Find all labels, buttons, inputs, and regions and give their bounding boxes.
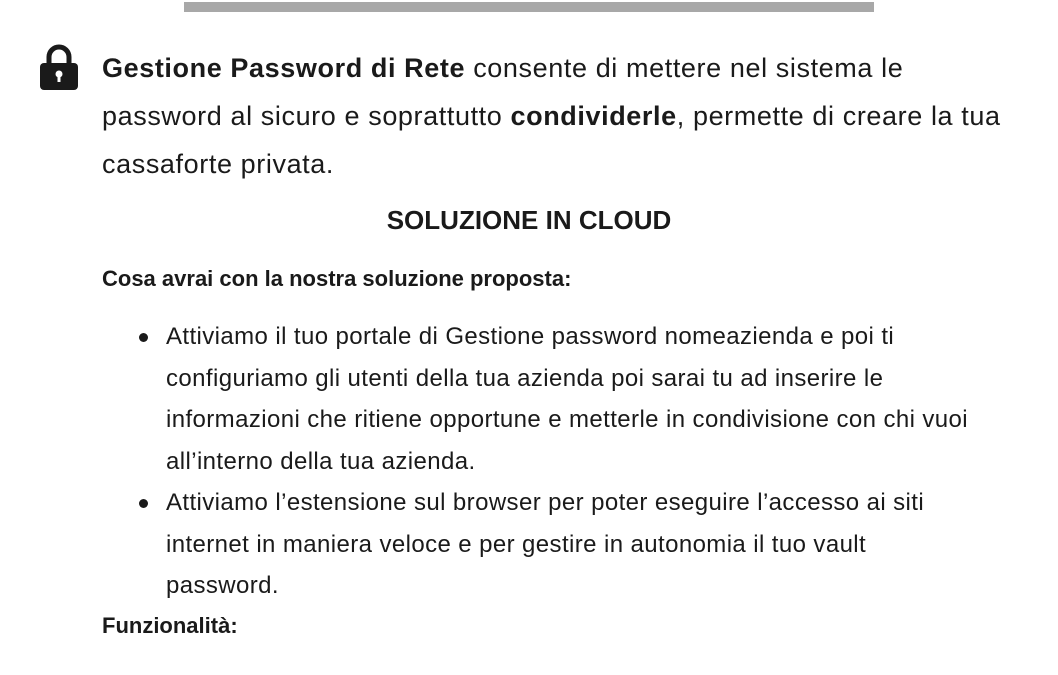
intro-text-2: , permette di creare la tua cassaforte privata.: [102, 101, 1001, 179]
list-item: [102, 316, 982, 482]
list-item-text: Attiviamo il tuo portale di Gestione password nomeazienda e poi ti configuriamo gli utenti della tua azienda poi sarai tu ad inserire le informazioni che ritiene opportune e metterle in condivisione con chi vuoi all’interno della tua azienda.: [166, 323, 969, 475]
list-item-text: Attiviamo l’estensione sul browser per poter eseguire l’accesso ai siti internet in maniera veloce e per gestire in autonomia il tuo vault password.: [166, 489, 925, 599]
list-item: [102, 482, 982, 607]
lock-icon: [38, 44, 80, 90]
bullet-icon: [139, 333, 148, 342]
solution-subheading: Cosa avrai con la nostra soluzione proposta:: [102, 266, 572, 291]
intro-paragraph: [102, 44, 1002, 188]
top-divider: [184, 2, 874, 12]
features-heading: Funzionalità:: [102, 613, 238, 638]
bullet-icon: [139, 499, 148, 508]
intro-share-term: condividerle: [510, 101, 677, 131]
intro-text-1: consente di mettere nel sistema le password al sicuro e soprattutto: [102, 53, 904, 131]
intro-title: Gestione Password di Rete: [102, 53, 466, 83]
solution-list: [102, 316, 982, 607]
section-heading: SOLUZIONE IN CLOUD: [386, 205, 672, 235]
